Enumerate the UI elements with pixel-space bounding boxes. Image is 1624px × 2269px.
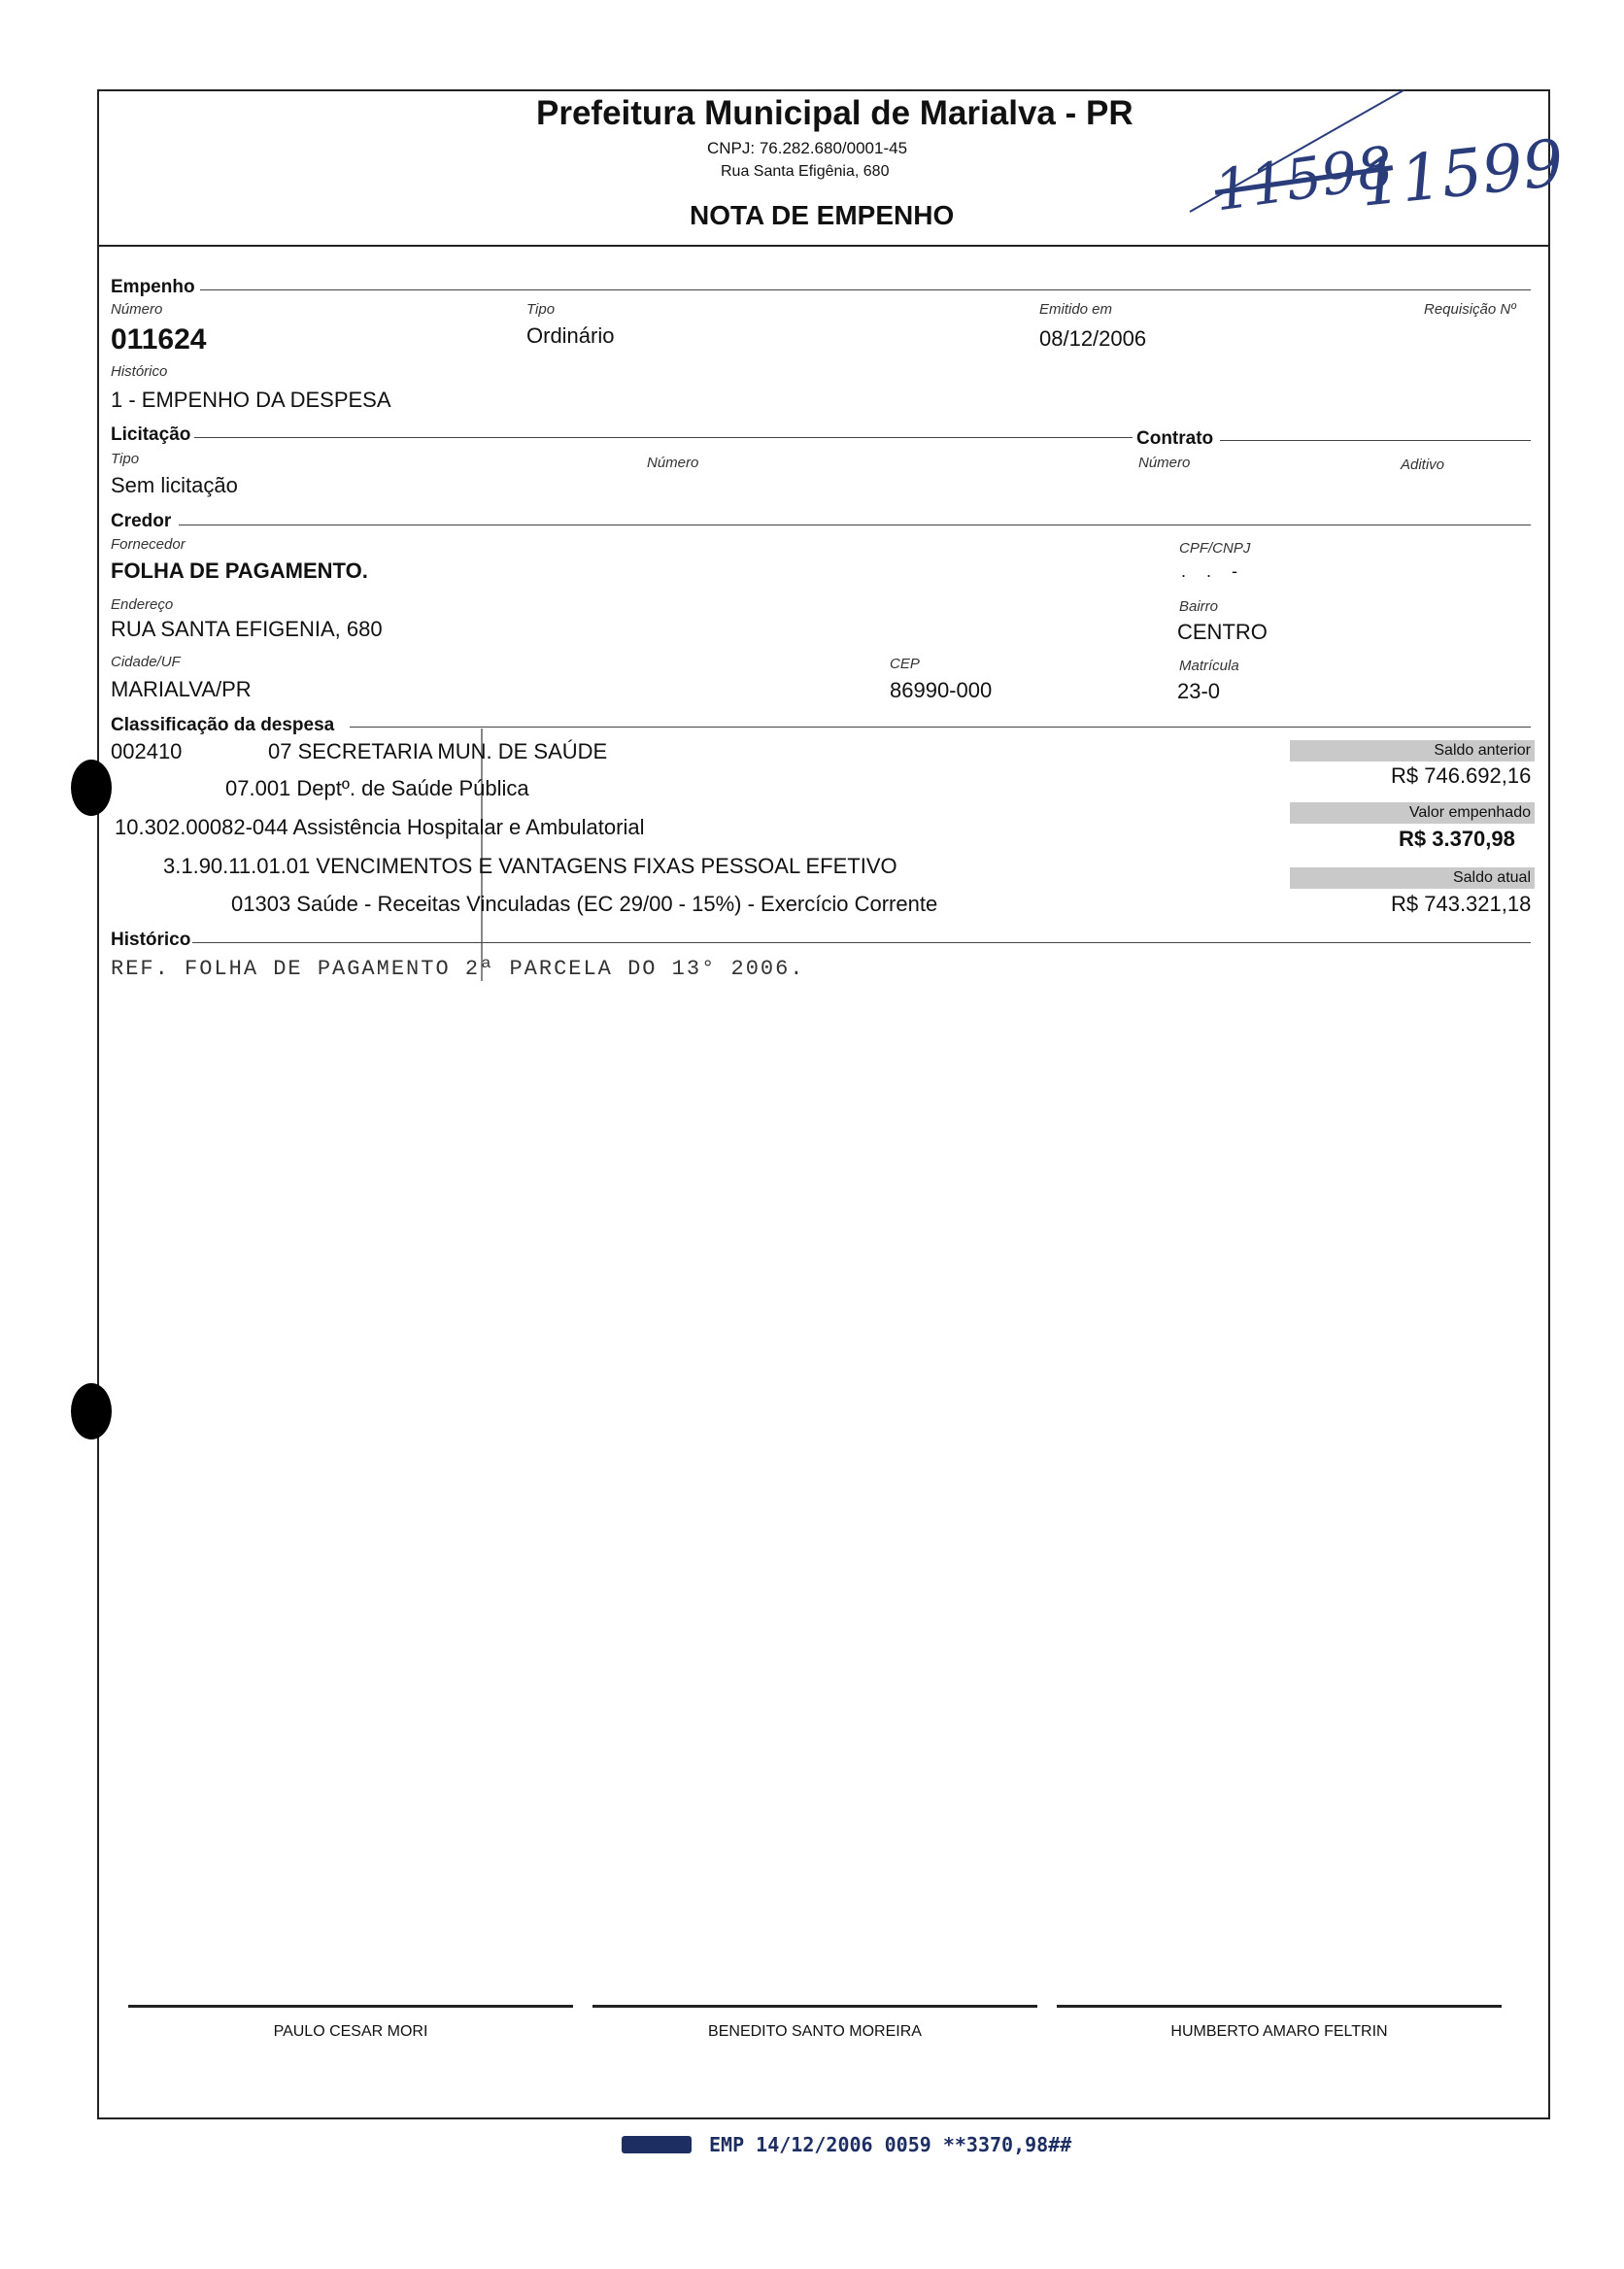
- handwritten-number: 11599: [1356, 125, 1568, 221]
- valor-empenhado-label: Valor empenhado: [1290, 802, 1535, 824]
- signature-line-2: [592, 2005, 1037, 2008]
- page-title: Prefeitura Municipal de Marialva - PR: [536, 94, 1133, 132]
- header-address: Rua Santa Efigênia, 680: [721, 163, 890, 180]
- empenho-emitido-label: Emitido em: [1039, 301, 1113, 318]
- credor-fornecedor-label: Fornecedor: [111, 536, 186, 553]
- credor-cep-label: CEP: [890, 656, 920, 672]
- licitacao-numero-label: Número: [647, 455, 699, 471]
- section-contrato: Contrato: [1136, 428, 1214, 449]
- section-licitacao-rule: [194, 437, 1133, 438]
- signature-name-1: PAULO CESAR MORI: [273, 2023, 428, 2040]
- classificacao-line-1: 07 SECRETARIA MUN. DE SAÚDE: [268, 739, 608, 763]
- saldo-anterior: R$ 746.692,16: [1391, 763, 1532, 788]
- section-classificacao: Classificação da despesa: [111, 715, 335, 735]
- signature-line-1: [128, 2005, 573, 2008]
- credor-cidade: MARIALVA/PR: [111, 677, 252, 701]
- empenho-historico: 1 - EMPENHO DA DESPESA: [111, 388, 391, 412]
- signature-line-3: [1057, 2005, 1502, 2008]
- saldo-anterior-label: Saldo anterior: [1290, 740, 1535, 762]
- document-title: NOTA DE EMPENHO: [690, 200, 955, 230]
- handwritten-number-crossed: 11598: [1210, 133, 1398, 224]
- classificacao-line-2: 07.001 Deptº. de Saúde Pública: [225, 776, 529, 800]
- licitacao-tipo-label: Tipo: [111, 451, 140, 467]
- section-contrato-rule: [1220, 440, 1531, 441]
- empenho-tipo: Ordinário: [526, 323, 615, 348]
- empenho-numero-label: Número: [111, 301, 163, 318]
- section-credor: Credor: [111, 511, 172, 531]
- contrato-aditivo-label: Aditivo: [1401, 457, 1445, 473]
- signature-name-3: HUMBERTO AMARO FELTRIN: [1170, 2023, 1388, 2040]
- empenho-tipo-label: Tipo: [526, 301, 556, 318]
- empenho-historico-label: Histórico: [111, 363, 168, 380]
- classificacao-line-3: 10.302.00082-044 Assistência Hospitalar e Ambulatorial: [115, 815, 645, 839]
- section-historico: Histórico: [111, 930, 191, 950]
- footer-stamp-mark: [622, 2136, 692, 2153]
- empenho-numero: 011624: [111, 323, 207, 356]
- section-classificacao-rule: [350, 727, 1531, 728]
- section-empenho: Empenho: [111, 277, 195, 297]
- punch-hole-bottom: [71, 1383, 112, 1439]
- section-licitacao: Licitação: [111, 424, 191, 445]
- empenho-emitido: 08/12/2006: [1039, 326, 1147, 351]
- credor-cidade-label: Cidade/UF: [111, 654, 181, 670]
- credor-cep: 86990-000: [890, 678, 993, 702]
- classificacao-code: 002410: [111, 739, 183, 763]
- historico-text: REF. FOLHA DE PAGAMENTO 2ª PARCELA DO 13° 2006.: [111, 957, 805, 981]
- punch-hole-top: [71, 760, 112, 816]
- credor-cpf-label: CPF/CNPJ: [1179, 540, 1251, 557]
- saldo-atual-label: Saldo atual: [1290, 867, 1535, 889]
- credor-cpf: . . -: [1181, 561, 1245, 581]
- credor-endereco: RUA SANTA EFIGENIA, 680: [111, 617, 383, 641]
- footer-stamp: EMP 14/12/2006 0059 **3370,98##: [709, 2133, 1072, 2156]
- section-historico-rule: [192, 942, 1531, 943]
- header-cnpj: CNPJ: 76.282.680/0001-45: [707, 139, 908, 157]
- credor-matricula-label: Matrícula: [1179, 658, 1239, 674]
- credor-fornecedor: FOLHA DE PAGAMENTO.: [111, 559, 368, 583]
- classificacao-line-5: 01303 Saúde - Receitas Vinculadas (EC 29/00 - 15%) - Exercício Corrente: [231, 892, 938, 916]
- contrato-numero-label: Número: [1138, 455, 1191, 471]
- classificacao-line-4: 3.1.90.11.01.01 VENCIMENTOS E VANTAGENS FIXAS PESSOAL EFETIVO: [163, 854, 897, 878]
- credor-bairro-label: Bairro: [1179, 598, 1219, 615]
- signature-name-2: BENEDITO SANTO MOREIRA: [708, 2023, 922, 2040]
- credor-matricula: 23-0: [1177, 679, 1221, 703]
- valor-empenhado: R$ 3.370,98: [1399, 827, 1515, 851]
- licitacao-tipo: Sem licitação: [111, 473, 238, 497]
- header-divider: [97, 245, 1550, 247]
- empenho-requisicao-label: Requisição Nº: [1424, 301, 1516, 318]
- credor-bairro: CENTRO: [1177, 620, 1268, 644]
- section-empenho-rule: [200, 289, 1531, 290]
- saldo-atual: R$ 743.321,18: [1391, 892, 1532, 916]
- credor-endereco-label: Endereço: [111, 596, 174, 613]
